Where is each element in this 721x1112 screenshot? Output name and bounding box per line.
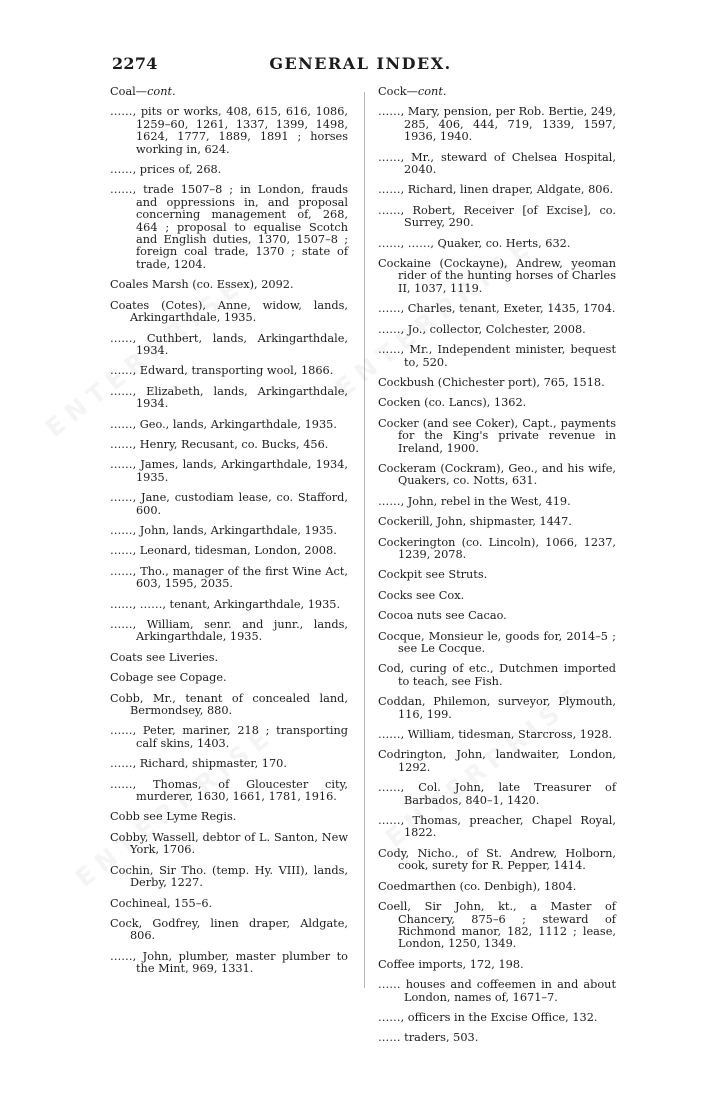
index-entry: Cock, Godfrey, linen draper, Aldgate, 806. bbox=[110, 916, 348, 943]
index-entry: ……, Leonard, tidesman, London, 2008. bbox=[110, 544, 337, 558]
index-entry: ……, Richard, linen draper, Aldgate, 806. bbox=[378, 183, 614, 197]
continuation-tail: cont. bbox=[417, 85, 447, 98]
index-entry: Cocken (co. Lancs), 1362. bbox=[378, 396, 527, 410]
index-entry: ……, Jo., collector, Colchester, 2008. bbox=[378, 322, 586, 336]
index-entry: ……, Col. John, late Treasurer of Barbados, 840–1, 1420. bbox=[378, 781, 616, 807]
index-entry: Cockerill, John, shipmaster, 1447. bbox=[378, 515, 572, 529]
index-entry: Coddan, Philemon, surveyor, Plymouth, 116, 199. bbox=[378, 695, 616, 721]
index-entry: Cocks see Cox. bbox=[378, 588, 465, 602]
index-entry: ……, Henry, Recusant, co. Bucks, 456. bbox=[110, 437, 329, 451]
index-entry: Cocque, Monsieur le, goods for, 2014–5 ; see Le Cocque. bbox=[378, 629, 616, 655]
left-column bbox=[110, 86, 348, 984]
index-entry: ……, John, plumber, master plumber to the Mint, 969, 1331. bbox=[110, 949, 348, 976]
index-entry: Cockaine (Cockayne), Andrew, yeoman rider of the hunting horses of Charles II, 1037, 1119. bbox=[378, 257, 616, 295]
index-entry: ……, Mary, pension, per Rob. Bertie, 249, 285, 406, 444, 719, 1339, 1597, 1936, 1940. bbox=[378, 105, 616, 144]
index-entry: …… houses and coffeemen in and about London, names of, 1671–7. bbox=[378, 978, 616, 1004]
index-entry: Cockbush (Chichester port), 765, 1518. bbox=[378, 375, 605, 389]
index-entry: Cockerington (co. Lincoln), 1066, 1237, 1239, 2078. bbox=[378, 535, 616, 561]
index-entry: ……, ……, tenant, Arkingarthdale, 1935. bbox=[110, 597, 341, 611]
index-entry: Cody, Nicho., of St. Andrew, Holborn, cook, surety for R. Pepper, 1414. bbox=[378, 846, 616, 873]
continuation-head: Coal— bbox=[110, 85, 148, 98]
running-title: GENERAL INDEX. bbox=[269, 54, 452, 73]
index-entry: ……, Charles, tenant, Exeter, 1435, 1704. bbox=[378, 302, 616, 316]
continuation-tail: cont. bbox=[147, 85, 176, 98]
index-entry: Cobb see Lyme Regis. bbox=[110, 810, 237, 824]
index-entry: Cod, curing of etc., Dutchmen imported to teach, see Fish. bbox=[378, 662, 616, 688]
continuation-head: Cock— bbox=[378, 85, 418, 98]
index-entry: Coedmarthen (co. Denbigh), 1804. bbox=[378, 879, 577, 893]
page-number: 2274 bbox=[112, 54, 158, 73]
index-entry: ……, William, tidesman, Starcross, 1928. bbox=[378, 728, 613, 742]
index-entry: ……, Edward, transporting wool, 1866. bbox=[110, 364, 334, 378]
left-entry-list bbox=[110, 106, 348, 975]
index-entry: ……, Cuthbert, lands, Arkingarthdale, 1934. bbox=[110, 331, 348, 357]
index-entry: ……, Peter, mariner, 218 ; transporting calf skins, 1403. bbox=[110, 724, 348, 750]
index-entry: Cockeram (Cockram), Geo., and his wife, Quakers, co. Notts, 631. bbox=[378, 461, 616, 488]
index-entry: Cochineal, 155–6. bbox=[110, 896, 213, 910]
index-entry: ……, pits or works, 408, 615, 616, 1086, 1259–60, 1261, 1337, 1399, 1498, 1624, 1777, 1889, 1891 ; horses working in, 624. bbox=[110, 105, 348, 156]
index-entry: Cocker (and see Coker), Capt., payments for the King's private revenue in Ireland, 1900. bbox=[378, 416, 616, 455]
index-entry: ……, Thomas, of Gloucester city, murderer, 1630, 1661, 1781, 1916. bbox=[110, 777, 348, 804]
right-entry-list bbox=[378, 106, 616, 1044]
index-entry: Codrington, John, landwaiter, London, 1292. bbox=[378, 748, 616, 774]
index-entry: Cochin, Sir Tho. (temp. Hy. VIII), lands, Derby, 1227. bbox=[110, 863, 348, 890]
index-entry: Coates (Cotes), Anne, widow, lands, Arkingarthdale, 1935. bbox=[110, 298, 348, 325]
index-entry: …… traders, 503. bbox=[378, 1031, 479, 1045]
index-entry: Coats see Liveries. bbox=[110, 650, 219, 664]
index-entry: ……, Mr., Independent minister, bequest to, 520. bbox=[378, 343, 616, 369]
index-entry: ……, prices of, 268. bbox=[110, 163, 222, 177]
index-entry: Cobage see Copage. bbox=[110, 671, 227, 685]
index-entry: ……, John, rebel in the West, 419. bbox=[378, 494, 571, 508]
index-entry: ……, Thomas, preacher, Chapel Royal, 1822. bbox=[378, 814, 616, 840]
continuation-heading bbox=[378, 86, 616, 98]
index-entry: ……, officers in the Excise Office, 132. bbox=[378, 1010, 598, 1024]
column-divider bbox=[364, 92, 365, 988]
index-entry: ……, William, senr. and junr., lands, Arkingarthdale, 1935. bbox=[110, 618, 348, 644]
index-entry: ……, ……, Quaker, co. Herts, 632. bbox=[378, 236, 571, 250]
index-entry: Cobb, Mr., tenant of concealed land, Bermondsey, 880. bbox=[110, 691, 348, 718]
continuation-heading bbox=[110, 86, 348, 98]
index-entry: ……, Tho., manager of the first Wine Act, 603, 1595, 2035. bbox=[110, 564, 348, 591]
index-entry: ……, James, lands, Arkingarthdale, 1934, 1935. bbox=[110, 458, 348, 484]
index-entry: ……, Geo., lands, Arkingarthdale, 1935. bbox=[110, 417, 337, 431]
index-entry: Cockpit see Struts. bbox=[378, 568, 488, 582]
index-entry: ……, Jane, custodiam lease, co. Stafford, 600. bbox=[110, 491, 348, 517]
index-entry: ……, trade 1507–8 ; in London, frauds and oppressions in, and proposal concerning management of, 268, 464 ; proposal to equalise Scotch and English duties, 1370, 1507–8 ; foreign coal trade, 1370 ; state of trade, 1204. bbox=[110, 183, 348, 271]
index-entry: Cobby, Wassell, debtor of L. Santon, New York, 1706. bbox=[110, 830, 348, 857]
index-entry: Cocoa nuts see Cacao. bbox=[378, 609, 507, 623]
index-entry: ……, Robert, Receiver [of Excise], co. Surrey, 290. bbox=[378, 203, 616, 230]
index-entry: ……, Richard, shipmaster, 170. bbox=[110, 757, 287, 771]
index-entry: ……, Mr., steward of Chelsea Hospital, 2040. bbox=[378, 150, 616, 177]
index-entry: Coales Marsh (co. Essex), 2092. bbox=[110, 278, 294, 292]
index-entry: ……, Elizabeth, lands, Arkingarthdale, 1934. bbox=[110, 384, 348, 411]
right-column bbox=[378, 86, 616, 1053]
index-entry: ……, John, lands, Arkingarthdale, 1935. bbox=[110, 523, 337, 537]
index-entry: Coell, Sir John, kt., a Master of Chancery, 875–6 ; steward of Richmond manor, 182, 1112 ; lease, London, 1250, 1349. bbox=[378, 900, 616, 951]
index-entry: Coffee imports, 172, 198. bbox=[378, 957, 524, 971]
